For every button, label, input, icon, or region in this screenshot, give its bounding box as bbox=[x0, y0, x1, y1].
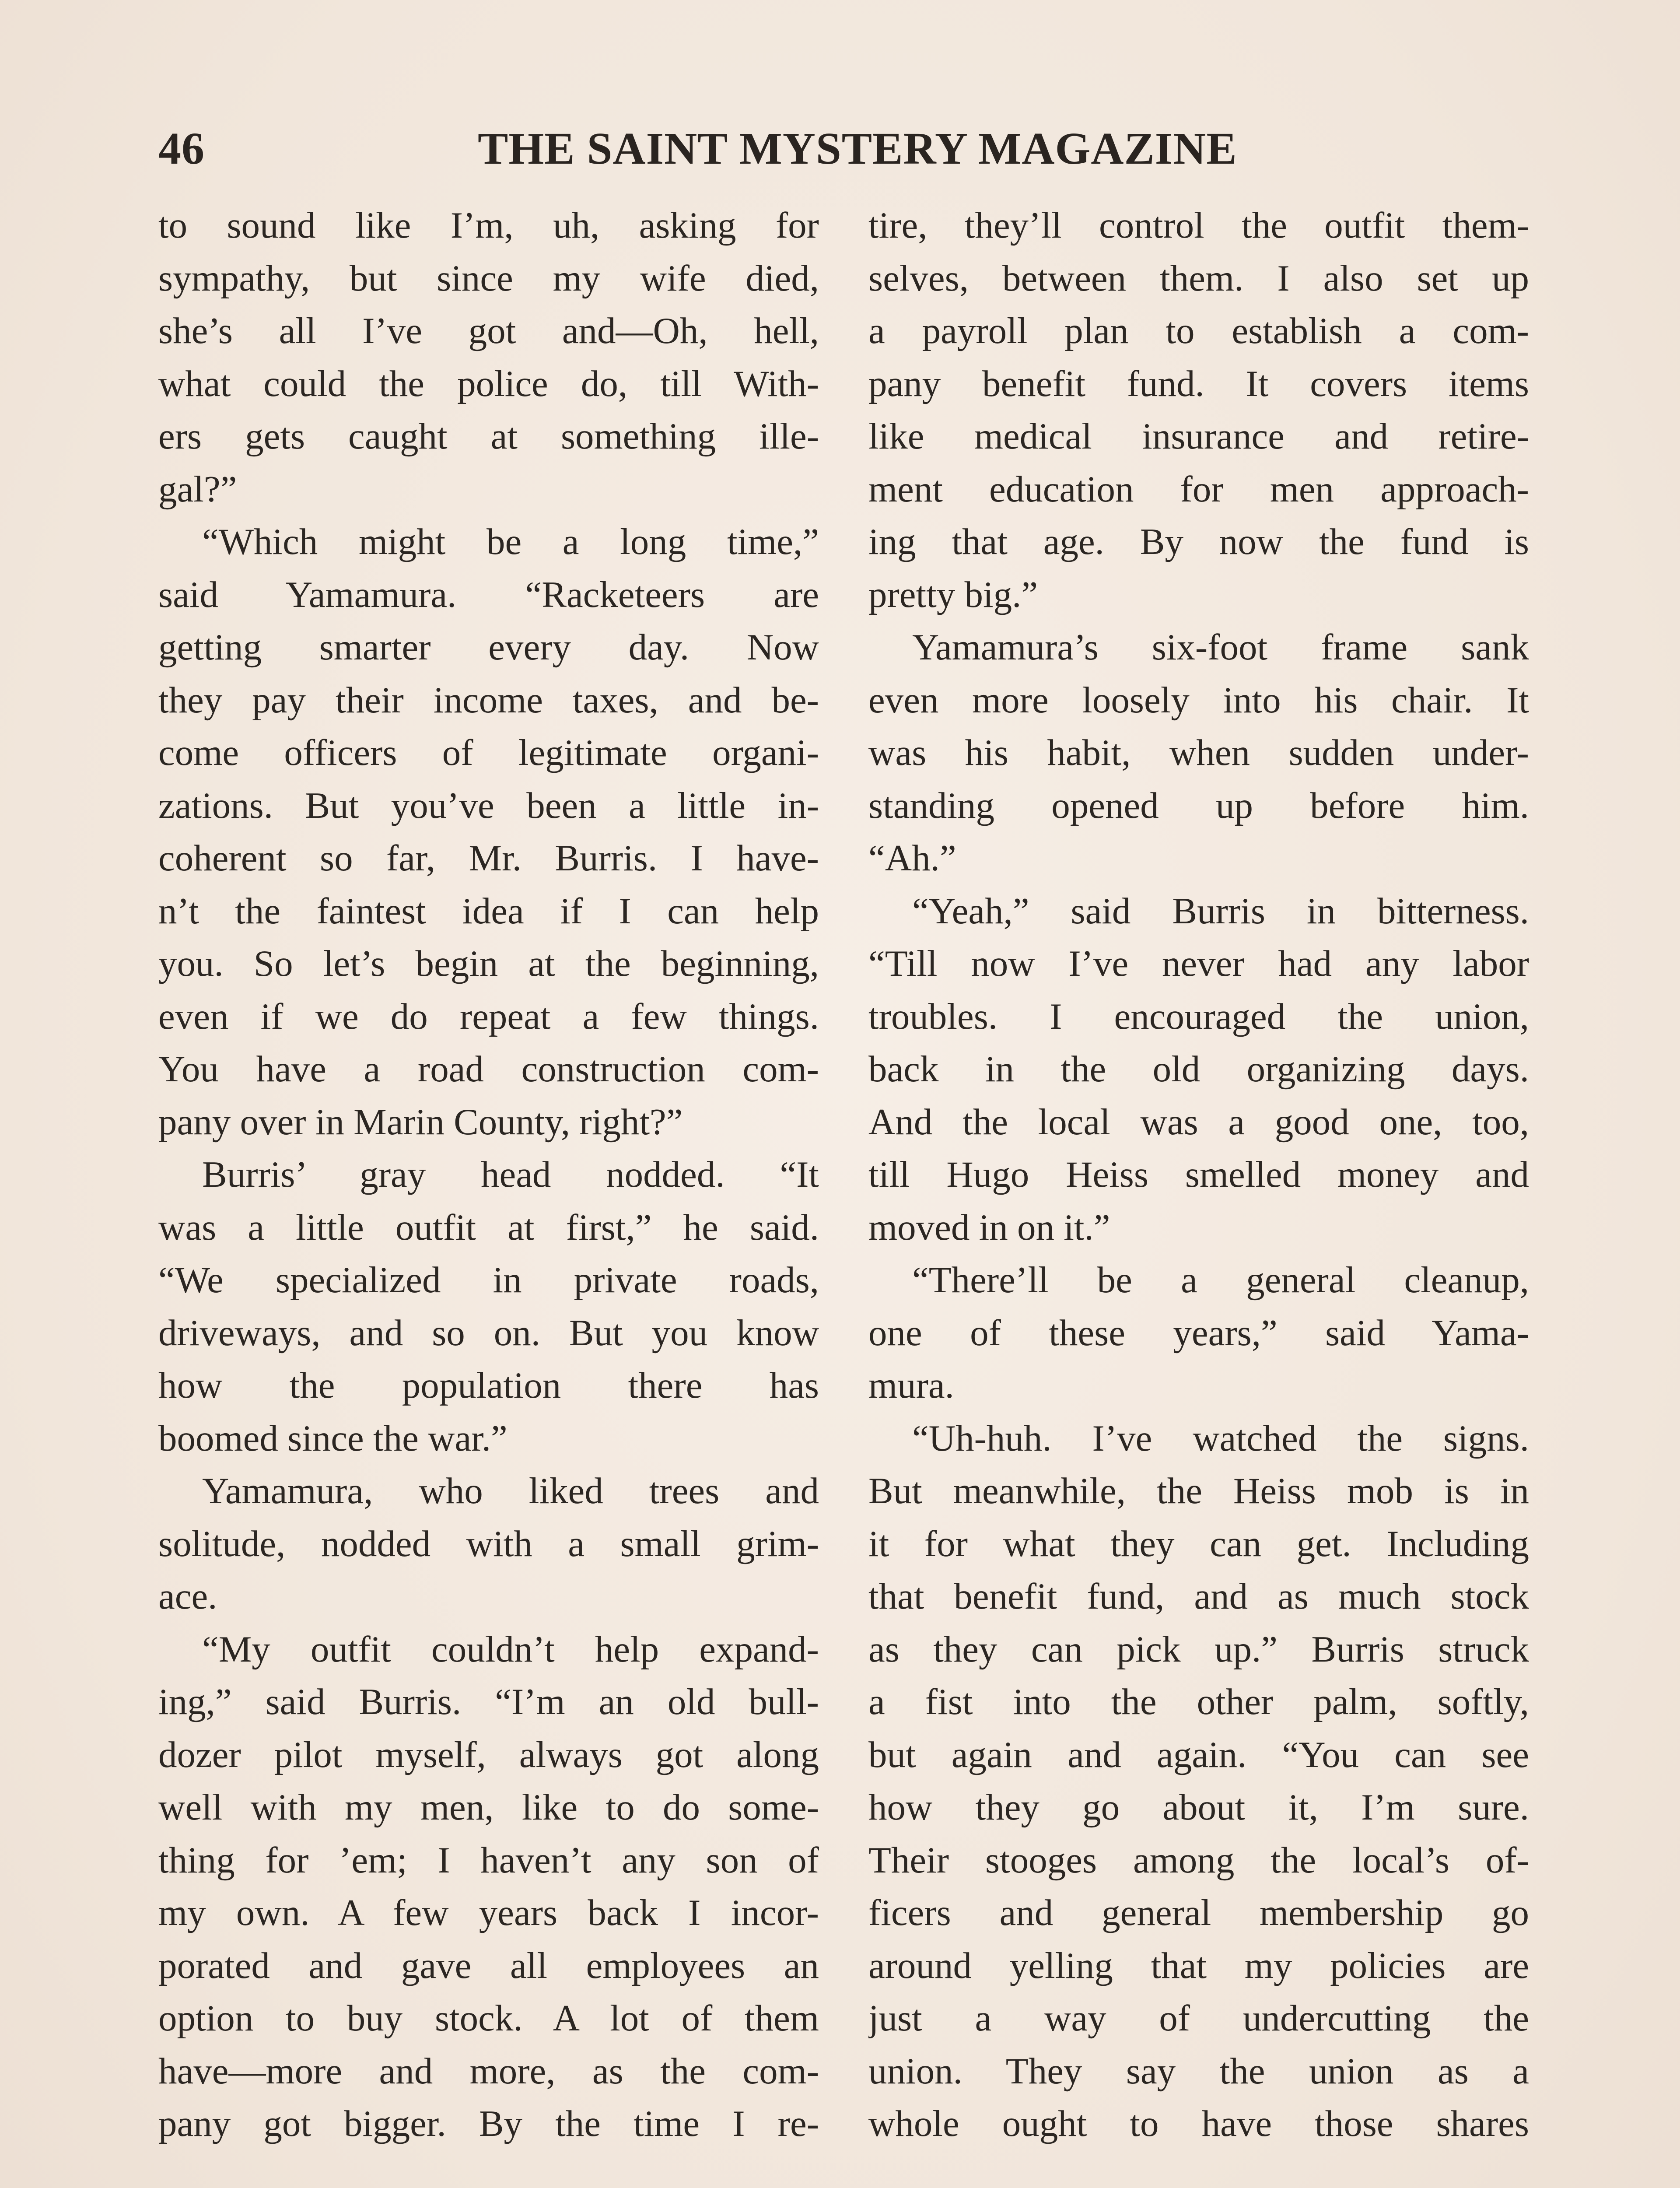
text-line: thing for ’em; I haven’t any son of bbox=[158, 1839, 819, 1881]
text-line: pretty big.” bbox=[868, 574, 1038, 615]
text-line: “There’ll be a general cleanup, bbox=[912, 1259, 1529, 1301]
text-line: you. So let’s begin at the beginning, bbox=[158, 943, 819, 984]
text-column-left bbox=[158, 199, 819, 2150]
text-line: But meanwhile, the Heiss mob is in bbox=[868, 1470, 1529, 1511]
text-line: pany over in Marin County, right?” bbox=[158, 1101, 683, 1143]
text-line: back in the old organizing days. bbox=[868, 1048, 1529, 1090]
text-line: a fist into the other palm, softly, bbox=[868, 1681, 1529, 1722]
text-line: that benefit fund, and as much stock bbox=[868, 1576, 1529, 1617]
text-line: driveways, and so on. But you know bbox=[158, 1312, 819, 1353]
text-line: a payroll plan to establish a com- bbox=[868, 310, 1529, 351]
text-line: like medical insurance and retire- bbox=[868, 416, 1529, 457]
text-line: whole ought to have those shares bbox=[868, 2103, 1529, 2144]
text-line: tire, they’ll control the outfit them- bbox=[868, 205, 1529, 246]
text-column-right bbox=[868, 199, 1529, 2150]
text-line: what could the police do, till With- bbox=[158, 363, 819, 404]
text-line: getting smarter every day. Now bbox=[158, 627, 819, 668]
text-line: ficers and general membership go bbox=[868, 1892, 1529, 1933]
text-line: pany got bigger. By the time I re- bbox=[158, 2103, 819, 2144]
text-line: ment education for men approach- bbox=[868, 468, 1529, 510]
text-line: “My outfit couldn’t help expand- bbox=[202, 1628, 819, 1670]
text-line: And the local was a good one, too, bbox=[868, 1101, 1529, 1143]
text-line: n’t the faintest idea if I can help bbox=[158, 890, 819, 932]
text-line: Yamamura’s six-foot frame sank bbox=[912, 627, 1529, 668]
text-line: zations. But you’ve been a little in- bbox=[158, 785, 819, 826]
text-line: “Which might be a long time,” bbox=[202, 521, 819, 562]
text-line: was a little outfit at first,” he said. bbox=[158, 1206, 819, 1248]
text-line: how they go about it, I’m sure. bbox=[868, 1787, 1529, 1828]
text-line: union. They say the union as a bbox=[868, 2050, 1529, 2092]
text-line: even if we do repeat a few things. bbox=[158, 996, 819, 1037]
text-line: how the population there has bbox=[158, 1365, 819, 1406]
text-line: till Hugo Heiss smelled money and bbox=[868, 1154, 1529, 1195]
text-line: mura. bbox=[868, 1365, 954, 1406]
text-line: gal?” bbox=[158, 468, 237, 510]
text-line: standing opened up before him. bbox=[868, 785, 1529, 826]
text-line: Yamamura, who liked trees and bbox=[202, 1470, 819, 1511]
text-line: “Yeah,” said Burris in bitterness. bbox=[912, 890, 1529, 932]
text-line: to sound like I’m, uh, asking for bbox=[158, 205, 819, 246]
text-line: they pay their income taxes, and be- bbox=[158, 679, 819, 721]
text-line: around yelling that my policies are bbox=[868, 1945, 1529, 1986]
text-line: it for what they can get. Including bbox=[868, 1523, 1529, 1564]
text-line: ing that age. By now the fund is bbox=[868, 521, 1529, 562]
text-line: moved in on it.” bbox=[868, 1206, 1110, 1248]
text-line: Burris’ gray head nodded. “It bbox=[202, 1154, 819, 1195]
text-line: selves, between them. I also set up bbox=[868, 257, 1529, 299]
text-line: was his habit, when sudden under- bbox=[868, 732, 1529, 773]
page-header bbox=[158, 123, 1261, 184]
text-line: one of these years,” said Yama- bbox=[868, 1312, 1529, 1353]
text-line: sympathy, but since my wife died, bbox=[158, 257, 819, 299]
text-line: as they can pick up.” Burris struck bbox=[868, 1628, 1529, 1670]
text-line: Their stooges among the local’s of- bbox=[868, 1839, 1529, 1881]
text-line: come officers of legitimate organi- bbox=[158, 732, 819, 773]
text-line: even more loosely into his chair. It bbox=[868, 679, 1529, 721]
text-line: ace. bbox=[158, 1576, 217, 1617]
text-line: porated and gave all employees an bbox=[158, 1945, 819, 1986]
text-line: ers gets caught at something ille- bbox=[158, 416, 819, 457]
text-line: just a way of undercutting the bbox=[868, 1998, 1529, 2039]
page-number: 46 bbox=[158, 123, 205, 174]
running-title: THE SAINT MYSTERY MAGAZINE bbox=[478, 123, 1237, 174]
text-line: boomed since the war.” bbox=[158, 1417, 508, 1459]
text-line: troubles. I encouraged the union, bbox=[868, 996, 1529, 1037]
text-line: my own. A few years back I incor- bbox=[158, 1892, 819, 1933]
text-line: but again and again. “You can see bbox=[868, 1734, 1529, 1775]
text-line: You have a road construction com- bbox=[158, 1048, 819, 1090]
text-line: she’s all I’ve got and—Oh, hell, bbox=[158, 310, 819, 351]
text-line: option to buy stock. A lot of them bbox=[158, 1998, 819, 2039]
text-line: ing,” said Burris. “I’m an old bull- bbox=[158, 1681, 819, 1722]
text-line: said Yamamura. “Racketeers are bbox=[158, 574, 819, 615]
text-line: “Till now I’ve never had any labor bbox=[868, 943, 1529, 984]
text-line: dozer pilot myself, always got along bbox=[158, 1734, 819, 1775]
text-line: have—more and more, as the com- bbox=[158, 2050, 819, 2092]
text-line: coherent so far, Mr. Burris. I have- bbox=[158, 838, 819, 879]
text-line: solitude, nodded with a small grim- bbox=[158, 1523, 819, 1564]
text-line: “We specialized in private roads, bbox=[158, 1259, 819, 1301]
text-line: “Ah.” bbox=[868, 838, 956, 879]
text-line: “Uh-huh. I’ve watched the signs. bbox=[912, 1417, 1529, 1459]
text-line: well with my men, like to do some- bbox=[158, 1787, 819, 1828]
text-line: pany benefit fund. It covers items bbox=[868, 363, 1529, 404]
